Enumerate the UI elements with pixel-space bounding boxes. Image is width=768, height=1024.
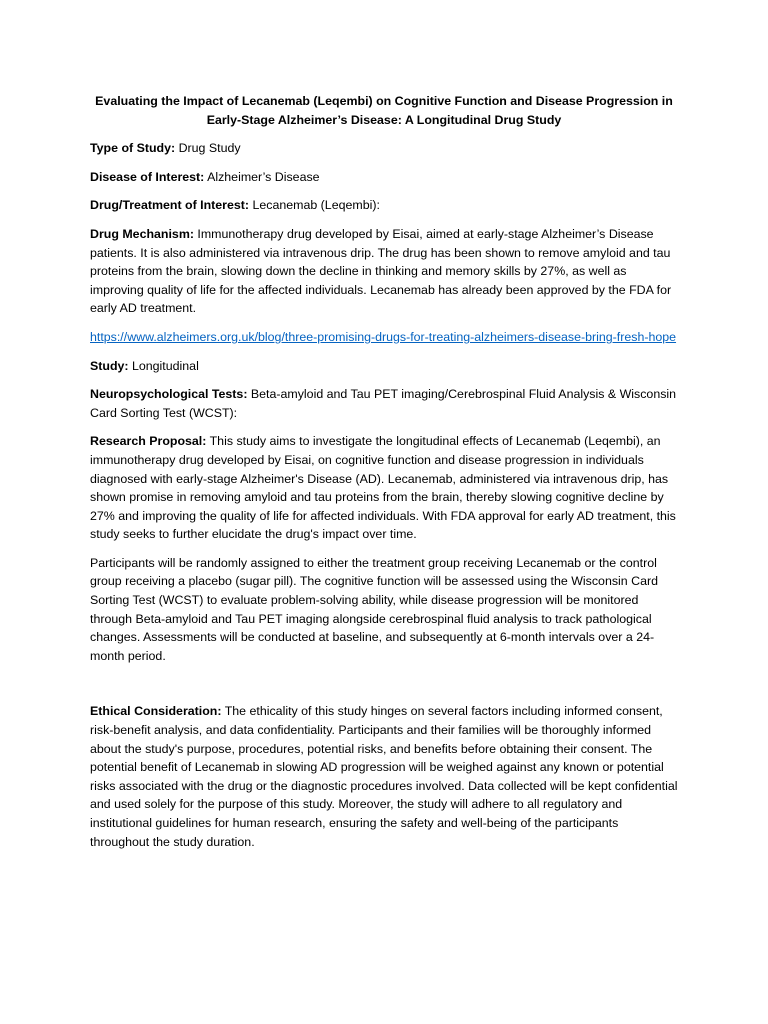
- disease-label: Disease of Interest:: [90, 169, 205, 184]
- proposal-label: Research Proposal:: [90, 434, 207, 449]
- tests-field: [90, 385, 678, 422]
- drug-label: Drug/Treatment of Interest:: [90, 198, 250, 213]
- reference-link-paragraph: [90, 328, 678, 347]
- type-of-study-field: [90, 139, 678, 158]
- tests-value: Beta-amyloid and Tau PET imaging/Cerebrospinal Fluid Analysis & Wisconsin Card Sorting Test (WCST):: [90, 387, 677, 420]
- tests-label: Neuropsychological Tests:: [90, 387, 248, 402]
- paragraph-spacer: [90, 675, 678, 702]
- ethics-text: The ethicality of this study hinges on several factors including informed consent, risk-benefit analysis, and data confidentiality. Participants and their families will be thoroughly informed about the study's purpose, procedures, potential risks, and benefits before obtaining their consent. The potential benefit of Lecanemab in slowing AD progression will be weighed against any known or potential risks associated with the drug or the diagnostic procedures involved. Data collected will be kept confidential and used solely for the purpose of this study. Moreover, the study will adhere to all regulatory and institutional guidelines for human research, ensuring the safety and well-being of the participants throughout the study duration.: [90, 704, 678, 849]
- participants-paragraph: Participants will be randomly assigned to either the treatment group receiving Lecanemab or the control group receiving a placebo (sugar pill). The cognitive function will be assessed using the Wisconsin Card Sorting Test (WCST) to evaluate problem-solving ability, while disease progression will be monitored through Beta-amyloid and Tau PET imaging alongside cerebrospinal fluid analysis to track pathological changes. Assessments will be conducted at baseline, and subsequently at 6-month intervals over a 24-month period.: [90, 555, 658, 663]
- drug-value: Lecanemab (Leqembi):: [249, 198, 380, 213]
- reference-link[interactable]: https://www.alzheimers.org.uk/blog/three-promising-drugs-for-treating-alzheimers-disease-bring-fresh-hope: [90, 329, 677, 344]
- ethics-paragraph: [90, 702, 678, 851]
- type-of-study-label: Type of Study:: [90, 141, 176, 156]
- document-title: Evaluating the Impact of Lecanemab (Leqembi) on Cognitive Function and Disease Progression in Early-Stage Alzheimer’s Disease: A Longitudinal Drug Study: [95, 94, 673, 127]
- mechanism-paragraph: [90, 225, 678, 318]
- ethics-label: Ethical Consideration:: [90, 704, 222, 719]
- type-of-study-value: Drug Study: [175, 141, 241, 156]
- mechanism-label: Drug Mechanism:: [90, 226, 194, 241]
- proposal-text: This study aims to investigate the longitudinal effects of Lecanemab (Leqembi), an immunotherapy drug developed by Eisai, on cognitive function and disease progression in individuals diagnosed with early-stage Alzheimer's Disease (AD). Lecanemab, administered via intravenous drip, has shown promise in removing amyloid and tau proteins from the brain, thereby slowing cognitive decline by 27% and improving the quality of life for affected individuals. With FDA approval for early AD treatment, this study seeks to further elucidate the drug's impact over time.: [90, 434, 676, 542]
- disease-value: Alzheimer’s Disease: [204, 169, 320, 184]
- study-field: [90, 357, 678, 376]
- study-label: Study:: [90, 358, 129, 373]
- study-value: Longitudinal: [128, 358, 199, 373]
- disease-field: [90, 168, 678, 187]
- drug-field: [90, 196, 678, 215]
- proposal-paragraph: [90, 432, 678, 544]
- mechanism-text: Immunotherapy drug developed by Eisai, aimed at early-stage Alzheimer’s Disease patients. It is also administered via intravenous drip. The drug has been shown to remove amyloid and tau proteins from the brain, slowing down the decline in thinking and memory skills by 27%, as well as improving quality of life for the affected individuals. Lecanemab has already been approved by the FDA for early AD treatment.: [90, 226, 672, 316]
